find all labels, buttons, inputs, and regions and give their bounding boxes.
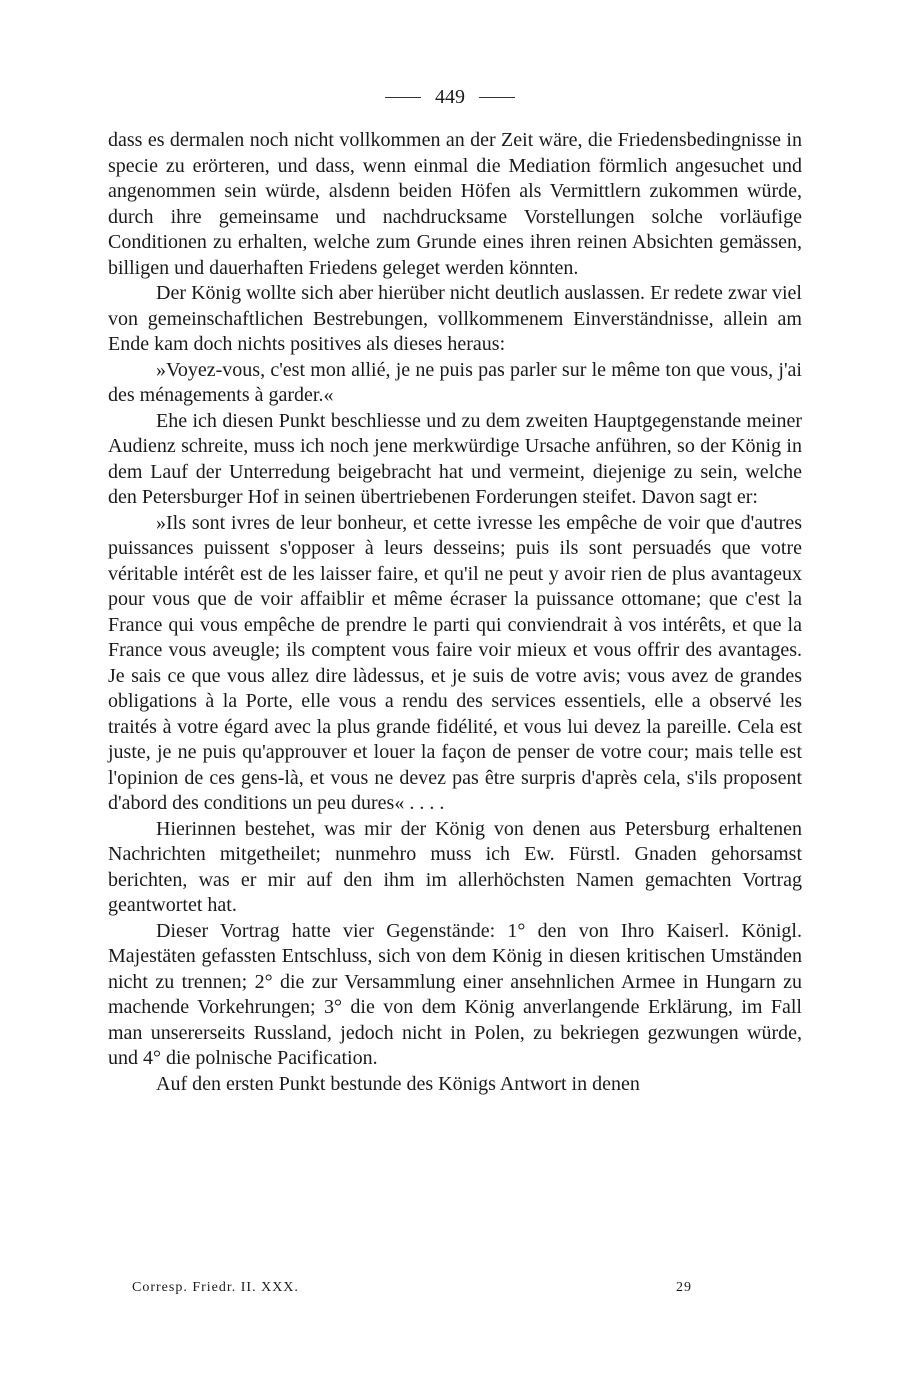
header-rule-left bbox=[385, 97, 421, 98]
paragraph: Dieser Vortrag hatte vier Gegenstände: 1° den von Ihro Kaiserl. Königl. Majestäten gefassten Entschluss, sich von dem König in diesen kritischen Umständen nicht zu trennen; 2° die zur Versammlung einer ansehnlichen Armee in Hungarn zu machende Vorkehrungen; 3° die von dem König anverlangende Erklärung, im Fall man unsererseits Russland, jedoch nicht in Polen, zu bekriegen gezwungen würde, und 4° die polnische Pacification. bbox=[108, 919, 802, 1069]
paragraph-continuation: dass es dermalen noch nicht vollkommen an der Zeit wäre, die Friedensbedingnisse in specie zu erörteren, und dass, wenn einmal die Mediation förmlich angesuchet und angenommen sein würde, alsdenn beiden Höfen als Vermittlern zukommen würde, durch ihre gemeinsame und nachdrucksame Vorstellungen solche vorläufige Conditionen zu erhalten, welche zum Grunde eines ihren reinen Absichten gemässen, billigen und dauerhaften Friedens geleget werden könnten. bbox=[108, 129, 802, 279]
paragraph-quote: »Ils sont ivres de leur bonheur, et cette ivresse les empêche de voir que d'autres puissances puissent s'opposer à leurs desseins; puis ils sont persuadés que votre véritable intérêt est de les laisser faire, et qu'il ne peut y avoir rien de plus avantageux pour vous que de voir affaiblir et même écraser la puissance ottomane; que c'est la France qui vous empêche de prendre le parti qui conviendrait à vos intérêts, et que la France vous aveugle; ils comptent vous faire voir mieux et vous offrir des avantages. Je sais ce que vous allez dire làdessus, et je suis de votre avis; vous avez de grandes obligations à la Porte, elle vous a rendu des services essentiels, elle a observé les traités à votre égard avec la plus grande fidélité, et vous lui devez la pareille. Cela est juste, je ne puis qu'approuver et louer la façon de penser de votre cour; mais telle est l'opinion de ces gens-là, et vous ne devez pas être surpris d'après cela, s'ils proposent d'abord des conditions un peu dures« . . . . bbox=[108, 511, 802, 814]
footer-signature: Corresp. Friedr. II. XXX. bbox=[132, 1280, 299, 1295]
paragraph: Der König wollte sich aber hierüber nicht deutlich auslassen. Er redete zwar viel von gemeinschaftlichen Bestrebungen, vollkommenem Einverständnisse, allein am Ende kam doch nichts positives als dieses heraus: bbox=[108, 282, 802, 355]
body-text bbox=[108, 128, 802, 1097]
paragraph: Ehe ich diesen Punkt beschliesse und zu dem zweiten Hauptgegenstande meiner Audienz schreite, muss ich noch jene merkwürdige Ursache anführen, so der König in dem Lauf der Unterredung beigebracht hat und vermeint, diejenige zu sein, welche den Petersburger Hof in seinen übertriebenen Forderungen steifet. Davon sagt er: bbox=[108, 409, 802, 508]
footer-sheet-number: 29 bbox=[676, 1280, 692, 1295]
page-header bbox=[0, 86, 900, 109]
paragraph: Auf den ersten Punkt bestunde des Königs Antwort in denen bbox=[156, 1072, 640, 1095]
header-rule-right bbox=[479, 97, 515, 98]
page-number: 449 bbox=[435, 86, 465, 108]
page-footer bbox=[132, 1280, 692, 1296]
paragraph-quote: »Voyez-vous, c'est mon allié, je ne puis pas parler sur le même ton que vous, j'ai des ménagements à garder.« bbox=[108, 358, 802, 406]
paragraph: Hierinnen bestehet, was mir der König von denen aus Petersburg erhaltenen Nachrichten mitgetheilet; nunmehro muss ich Ew. Fürstl. Gnaden gehorsamst berichten, was er mir auf den ihm im allerhöchsten Namen gemachten Vortrag geantwortet hat. bbox=[108, 817, 802, 916]
